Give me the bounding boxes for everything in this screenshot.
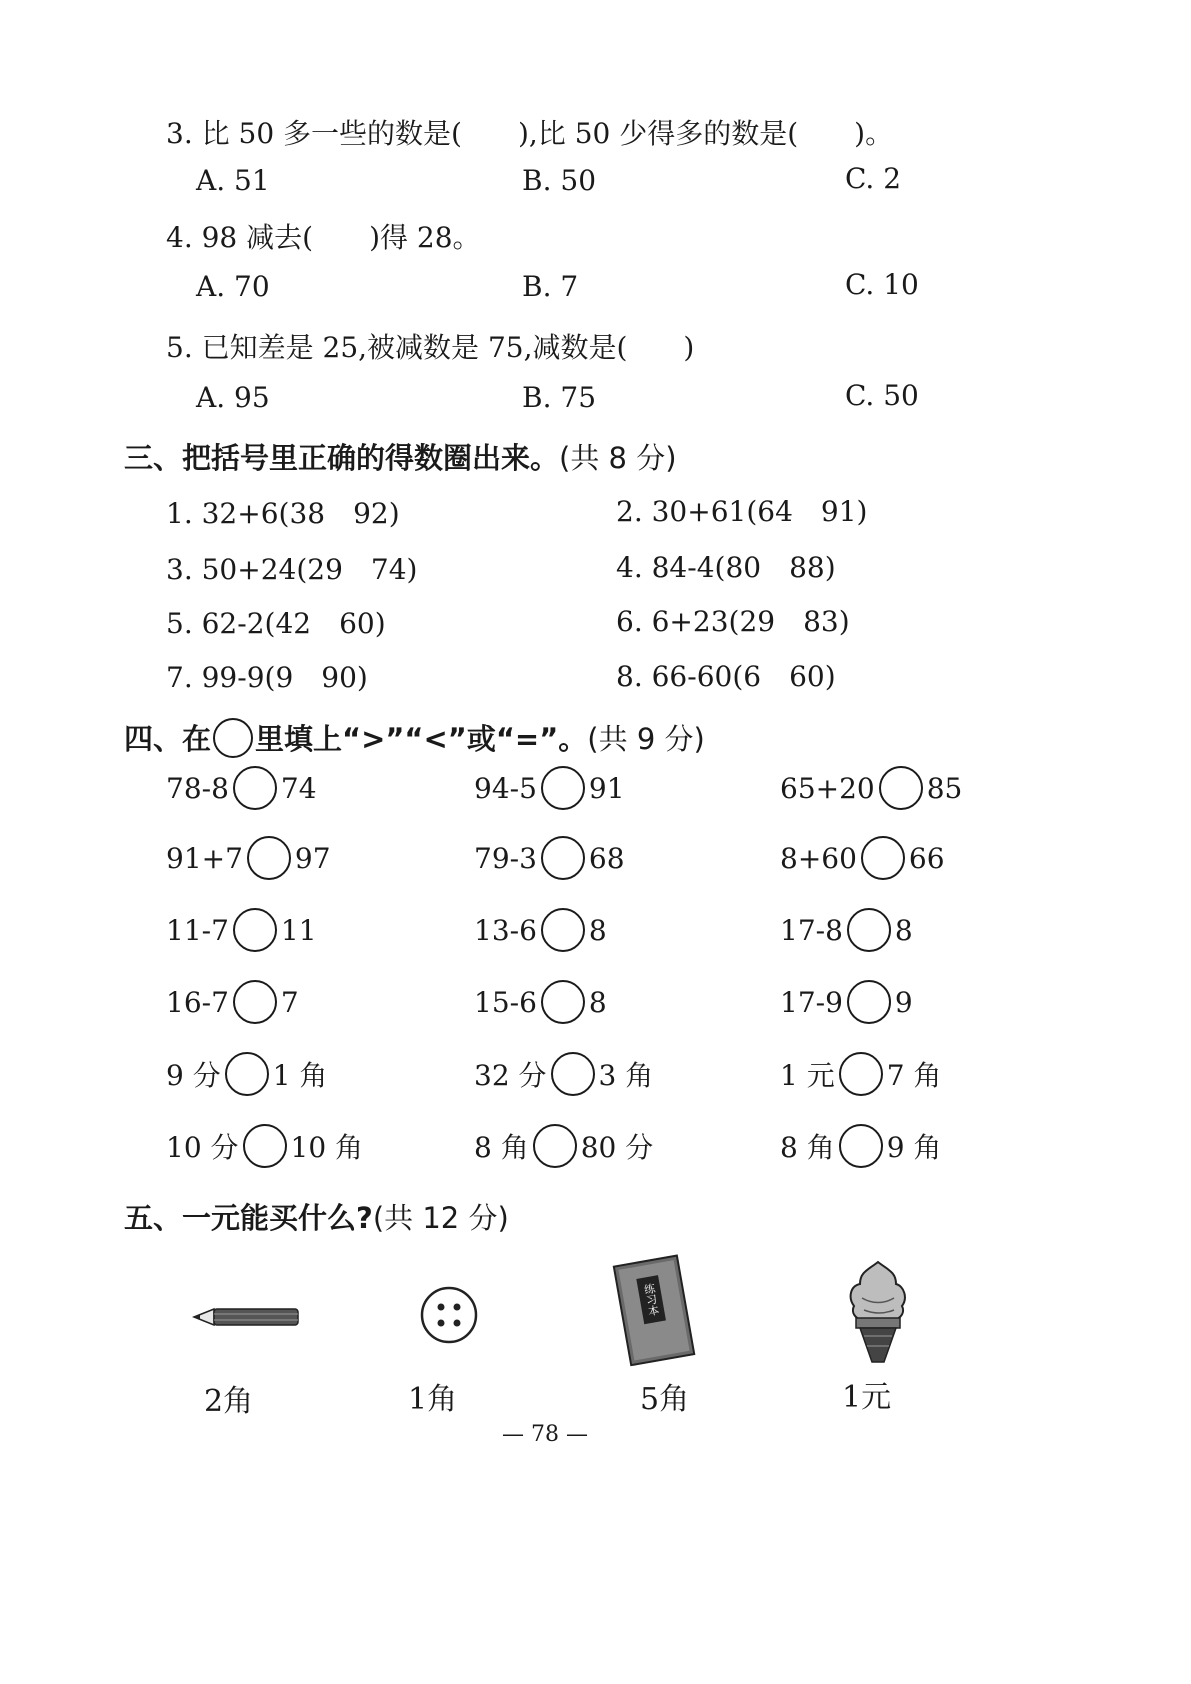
comparison-item: [780, 836, 945, 880]
comparison-answer-circle[interactable]: [233, 908, 277, 952]
question-5-option-c[interactable]: C. 50: [845, 379, 919, 412]
comparison-answer-circle[interactable]: [247, 836, 291, 880]
comparison-answer-circle[interactable]: [847, 908, 891, 952]
section-3-item-8[interactable]: 8. 66-60(6 60): [616, 660, 836, 693]
comparison-right: 8: [588, 985, 607, 1019]
comparison-left: 15-6: [474, 985, 537, 1019]
comparison-item: [780, 980, 913, 1024]
ice-cream-icon: [838, 1258, 918, 1368]
section-3-item-4[interactable]: 4. 84-4(80 88): [616, 551, 836, 584]
pencil-price: 2角: [204, 1384, 254, 1419]
comparison-item: [166, 766, 317, 810]
comparison-item: [166, 1052, 327, 1096]
comparison-item: [474, 836, 625, 880]
comparison-right: 74: [280, 771, 317, 805]
comparison-left: 17-9: [780, 985, 843, 1019]
section-5-heading: [124, 1196, 509, 1237]
section-3-item-1[interactable]: 1. 32+6(38 92): [166, 497, 400, 530]
comparison-answer-circle[interactable]: [839, 1124, 883, 1168]
comparison-left: 1 元: [780, 1059, 835, 1092]
comparison-left: 8 角: [780, 1131, 835, 1164]
comparison-right: 85: [926, 771, 963, 805]
comparison-item: [780, 1052, 941, 1096]
section-4-title-prefix: 四、在: [124, 722, 212, 756]
comparison-right: 7: [280, 985, 299, 1019]
question-3-option-c[interactable]: C. 2: [845, 162, 902, 195]
comparison-left: 10 分: [166, 1131, 239, 1164]
comparison-right: 7 角: [886, 1059, 942, 1092]
question-4-option-c[interactable]: C. 10: [845, 268, 919, 301]
comparison-left: 17-8: [780, 913, 843, 947]
comparison-answer-circle[interactable]: [839, 1052, 883, 1096]
comparison-answer-circle[interactable]: [541, 766, 585, 810]
comparison-left: 13-6: [474, 913, 537, 947]
comparison-item: [474, 980, 607, 1024]
question-3-option-a[interactable]: A. 51: [196, 164, 270, 197]
comparison-left: 9 分: [166, 1059, 221, 1092]
section-3-item-7[interactable]: 7. 99-9(9 90): [166, 661, 368, 694]
section-4-heading: [124, 717, 705, 758]
pencil-icon: [190, 1300, 302, 1334]
comparison-answer-circle[interactable]: [847, 980, 891, 1024]
comparison-right: 3 角: [598, 1059, 654, 1092]
comparison-right: 8: [588, 913, 607, 947]
question-3-option-b[interactable]: B. 50: [522, 164, 597, 197]
comparison-answer-circle[interactable]: [233, 980, 277, 1024]
comparison-right: 11: [280, 913, 317, 947]
notebook-price: 5角: [640, 1382, 690, 1417]
comparison-item: [474, 766, 625, 810]
section-5-points: (共 12 分): [372, 1201, 509, 1235]
section-4-title-suffix: 里填上“>”“<”或“=”。: [255, 722, 588, 756]
question-4-option-b[interactable]: B. 7: [522, 270, 579, 303]
question-5-option-a[interactable]: A. 95: [196, 381, 270, 414]
button-price: 1角: [408, 1382, 458, 1417]
comparison-item: [166, 980, 299, 1024]
button-icon: [418, 1284, 480, 1346]
question-3-stem: 3. 比 50 多一些的数是( ),比 50 少得多的数是( )。: [166, 117, 894, 150]
comparison-answer-circle[interactable]: [541, 980, 585, 1024]
comparison-left: 94-5: [474, 771, 537, 805]
section-3-title: 三、把括号里正确的得数圈出来。: [124, 441, 560, 475]
question-4-stem: 4. 98 减去( )得 28。: [166, 221, 481, 254]
comparison-answer-circle[interactable]: [541, 908, 585, 952]
comparison-right: 10 角: [290, 1131, 364, 1164]
comparison-left: 65+20: [780, 771, 875, 805]
section-3-item-6[interactable]: 6. 6+23(29 83): [616, 605, 850, 638]
comparison-right: 97: [294, 841, 331, 875]
comparison-right: 8: [894, 913, 913, 947]
comparison-left: 8 角: [474, 1131, 529, 1164]
ice-cream-price: 1元: [842, 1380, 892, 1415]
comparison-answer-circle[interactable]: [233, 766, 277, 810]
answer-circle-icon: [213, 718, 253, 758]
comparison-left: 8+60: [780, 841, 857, 875]
question-5-stem: 5. 已知差是 25,被减数是 75,减数是( ): [166, 331, 695, 364]
comparison-left: 32 分: [474, 1059, 547, 1092]
section-3-item-5[interactable]: 5. 62-2(42 60): [166, 607, 386, 640]
comparison-right: 68: [588, 841, 625, 875]
section-3-heading: [124, 436, 677, 477]
notebook-icon: [606, 1250, 706, 1370]
comparison-answer-circle[interactable]: [533, 1124, 577, 1168]
comparison-answer-circle[interactable]: [225, 1052, 269, 1096]
comparison-left: 16-7: [166, 985, 229, 1019]
comparison-right: 9 角: [886, 1131, 942, 1164]
comparison-right: 66: [908, 841, 945, 875]
comparison-right: 1 角: [272, 1059, 328, 1092]
comparison-answer-circle[interactable]: [551, 1052, 595, 1096]
question-4-option-a[interactable]: A. 70: [196, 270, 270, 303]
comparison-item: [166, 1124, 363, 1168]
comparison-left: 78-8: [166, 771, 229, 805]
comparison-right: 9: [894, 985, 913, 1019]
comparison-item: [474, 1052, 653, 1096]
comparison-item: [474, 908, 607, 952]
comparison-item: [166, 908, 317, 952]
section-5-title: 五、一元能买什么?: [124, 1201, 373, 1235]
comparison-item: [780, 908, 913, 952]
notebook-cover-text: 练习本: [641, 1282, 661, 1318]
comparison-answer-circle[interactable]: [243, 1124, 287, 1168]
section-4-points: (共 9 分): [587, 722, 705, 756]
comparison-right: 80 分: [580, 1131, 654, 1164]
comparison-item: [474, 1124, 653, 1168]
comparison-answer-circle[interactable]: [541, 836, 585, 880]
comparison-answer-circle[interactable]: [879, 766, 923, 810]
comparison-left: 11-7: [166, 913, 229, 947]
section-3-item-3[interactable]: 3. 50+24(29 74): [166, 553, 418, 586]
page-number: — 78 —: [502, 1422, 588, 1447]
comparison-right: 91: [588, 771, 625, 805]
section-3-item-2[interactable]: 2. 30+61(64 91): [616, 495, 868, 528]
comparison-item: [780, 766, 962, 810]
comparison-answer-circle[interactable]: [861, 836, 905, 880]
section-3-points: (共 8 分): [559, 441, 677, 475]
question-5-option-b[interactable]: B. 75: [522, 381, 597, 414]
comparison-left: 91+7: [166, 841, 243, 875]
comparison-item: [166, 836, 331, 880]
comparison-item: [780, 1124, 941, 1168]
comparison-left: 79-3: [474, 841, 537, 875]
